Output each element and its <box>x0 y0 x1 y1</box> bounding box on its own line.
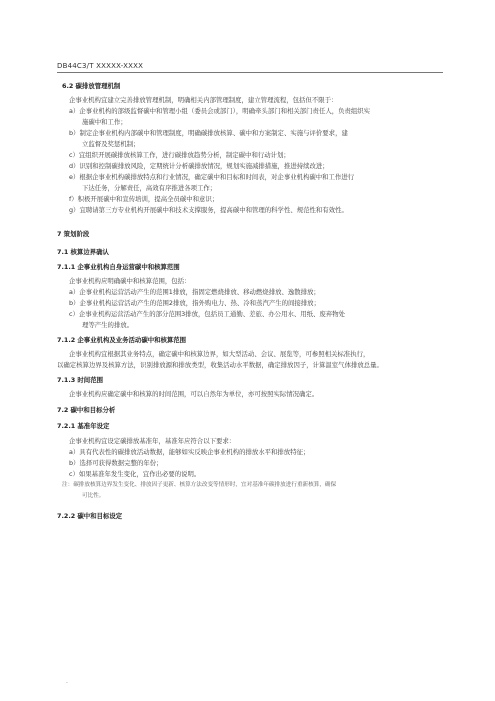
section-heading: 7.1.2 企事业机构及业务活动碳中和核算范围 <box>57 336 187 344</box>
text-line: a）企事业机构运营活动产生的范围1排放，指固定燃烧排放、移动燃烧排放、逸散排放； <box>69 288 320 296</box>
section-heading: 7 策划阶段 <box>57 230 90 238</box>
section-heading: 6.2 碳排放管理机制 <box>62 82 121 90</box>
text-line: e）根据企事业机构碳排放特点和行业情况，确定碳中和目标和时间表，对企事业机构碳中和工作进行 <box>69 173 355 181</box>
text-line: 下达任务，分解责任，高效有序推进各项工作； <box>82 184 217 192</box>
section-heading: 7.2.2 碳中和目标设定 <box>57 512 123 520</box>
text-line: d）识别和控制碳排放风险，定期统计分析碳排放情况，规划实施减排措施，推进持续改进； <box>69 162 329 170</box>
text-line: b）选择可获得数据完整的年份； <box>69 459 163 467</box>
section-heading: 7.1 核算边界确认 <box>57 248 109 256</box>
text-line: b）制定企事业机构内部碳中和管理制度，明确碳排放核算、碳中和方案制定、实施与评价要求，建 <box>69 129 348 137</box>
text-line: f）积极开展碳中和宣传培训，提高全员碳中和意识； <box>69 195 219 203</box>
text-line: a）企事业机构的部级监督碳中和管理小组（委员会或部门），明确牵头部门和相关部门责任人，负责组织实 <box>69 107 371 115</box>
section-heading: 7.1.3 时间范围 <box>57 376 103 384</box>
text-line: 企事业机构应确定碳中和核算的时间范围，可以自然年为单位，亦可按照实际情况确定。 <box>69 390 319 398</box>
text-line: 企事业机构宜建立完善排放管理机制，明确相关内部管理制度，建立管理流程，包括但不限于： <box>69 96 338 104</box>
text-line: 以确定核算边界及核算方法，识别排放源和排放类型，收集活动水平数据，确定排放因子，计算温室气体排放总量。 <box>57 361 383 369</box>
text-line: a）具有代表性的碳排放活动数据，能够如实反映企事业机构的排放水平和排放特征； <box>69 448 310 456</box>
text-line: c）企事业机构运营活动产生的部分范围3排放，包括员工通勤、差旅、办公用水、用纸、废弃物处 <box>69 310 345 318</box>
text-line: 可比性。 <box>82 493 105 499</box>
text-line: 企事业机构宜设定碳排放基准年，基准年应符合以下要求： <box>69 437 236 445</box>
section-heading: 7.2.1 基准年设定 <box>57 422 110 430</box>
section-heading: 7.1.1 企事业机构自身运营碳中和核算范围 <box>57 263 180 271</box>
text-line: 企事业机构宜根据其业务特点，确定碳中和核算边界，如大型活动、会议、展览等，可参照相关标准执行， <box>69 350 370 358</box>
text-line: 立监督及奖惩机制； <box>82 140 140 148</box>
text-line: c）宜组织开展碳排放核算工作，进行碳排放趋势分析，制定碳中和行动计划； <box>69 151 290 159</box>
text-line: c）如果基准年发生变化，宜作出必要的说明。 <box>69 470 201 478</box>
text-line: 理等产生的排放。 <box>82 321 134 329</box>
text-line: 企事业机构应明确碳中和核算范围，包括： <box>69 277 191 285</box>
text-line: b）企事业机构运营活动产生的范围2排放，指外购电力、热、冷和蒸汽产生的间接排放； <box>69 299 320 307</box>
page-mark: · <box>66 680 68 687</box>
text-line: 施碳中和工作； <box>82 118 127 126</box>
section-heading: 7.2 碳中和目标分析 <box>57 406 116 414</box>
text-line: g）宜聘请第三方专业机构开展碳中和技术支撑服务，提高碳中和管理的科学性、规范性和有效性。 <box>69 206 348 214</box>
document-header: DB44C3/T XXXXX-XXXX <box>57 62 144 70</box>
header-rule <box>57 72 443 73</box>
text-line: 注：碳排放核算边界发生变化、排放因子更新、核算方法改变等情形时，宜对基准年碳排放进行重新核算，确保 <box>62 482 337 488</box>
